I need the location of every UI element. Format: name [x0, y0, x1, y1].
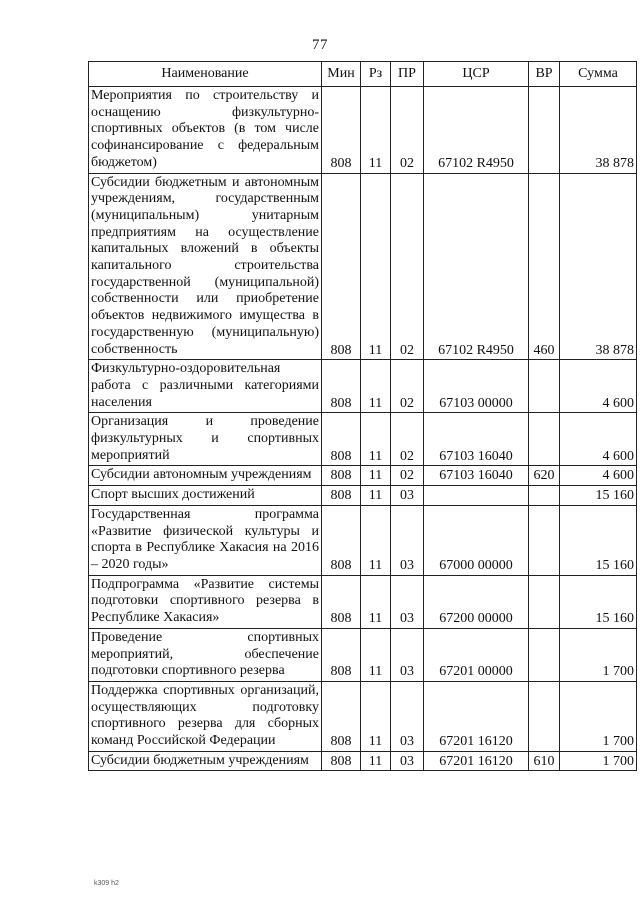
cell-sum: 38 878 [560, 173, 637, 360]
cell-sum: 15 160 [560, 575, 637, 628]
cell-name: Организация и проведение физкультурных и спортивных мероприятий [89, 413, 322, 466]
cell-vr [529, 360, 560, 413]
cell-vr: 610 [529, 751, 560, 771]
cell-min: 808 [322, 466, 361, 486]
cell-sum: 1 700 [560, 751, 637, 771]
cell-sum: 4 600 [560, 466, 637, 486]
cell-name: Субсидии бюджетным учреждениям [89, 751, 322, 771]
cell-min: 808 [322, 486, 361, 506]
header-sum: Сумма [560, 62, 637, 87]
cell-rz: 11 [361, 413, 391, 466]
cell-sum: 15 160 [560, 505, 637, 575]
cell-rz: 11 [361, 87, 391, 174]
cell-rz: 11 [361, 486, 391, 506]
cell-csr: 67201 00000 [424, 628, 529, 681]
table-row [89, 575, 637, 628]
cell-min: 808 [322, 575, 361, 628]
cell-name: Физкультурно-оздоровительная работа с различными категориями населения [89, 360, 322, 413]
cell-vr: 460 [529, 173, 560, 360]
cell-csr: 67200 00000 [424, 575, 529, 628]
cell-csr: 67000 00000 [424, 505, 529, 575]
cell-vr [529, 486, 560, 506]
cell-min: 808 [322, 413, 361, 466]
cell-csr: 67201 16120 [424, 681, 529, 751]
cell-sum: 1 700 [560, 681, 637, 751]
cell-name: Проведение спортивных мероприятий, обеспечение подготовки спортивного резерва [89, 628, 322, 681]
cell-min: 808 [322, 505, 361, 575]
cell-rz: 11 [361, 575, 391, 628]
cell-rz: 11 [361, 751, 391, 771]
table-row [89, 751, 637, 771]
cell-pr: 03 [391, 628, 424, 681]
cell-pr: 02 [391, 413, 424, 466]
table-row [89, 681, 637, 751]
cell-vr [529, 575, 560, 628]
table-row [89, 360, 637, 413]
cell-min: 808 [322, 173, 361, 360]
cell-csr: 67102 R4950 [424, 87, 529, 174]
cell-pr: 02 [391, 87, 424, 174]
cell-pr: 03 [391, 681, 424, 751]
cell-vr [529, 87, 560, 174]
cell-name: Подпрограмма «Развитие системы подготовки спортивного резерва в Республике Хакасия» [89, 575, 322, 628]
cell-pr: 03 [391, 505, 424, 575]
cell-csr [424, 486, 529, 506]
cell-rz: 11 [361, 505, 391, 575]
cell-name: Спорт высших достижений [89, 486, 322, 506]
cell-name: Субсидии бюджетным и автономным учреждениям, государственным (муниципальным) унитарным предприятиям на осуществление капитальных вложений в объекты капитального строительства государственной (муниципальной) собственности или приобретение объектов недвижимого имущества в государственную (муниципальную) собственность [89, 173, 322, 360]
table-header-row [89, 62, 637, 87]
cell-sum: 38 878 [560, 87, 637, 174]
cell-min: 808 [322, 360, 361, 413]
cell-pr: 02 [391, 466, 424, 486]
table-row [89, 87, 637, 174]
cell-csr: 67201 16120 [424, 751, 529, 771]
cell-min: 808 [322, 751, 361, 771]
page-number: 77 [312, 37, 328, 53]
cell-vr [529, 681, 560, 751]
cell-rz: 11 [361, 681, 391, 751]
cell-vr [529, 413, 560, 466]
header-name: Наименование [89, 62, 322, 87]
cell-rz: 11 [361, 466, 391, 486]
header-vr: ВР [529, 62, 560, 87]
table-row [89, 466, 637, 486]
cell-name: Государственная программа «Развитие физической культуры и спорта в Республике Хакасия на 2016 – 2020 годы» [89, 505, 322, 575]
cell-min: 808 [322, 681, 361, 751]
cell-pr: 02 [391, 173, 424, 360]
cell-vr [529, 628, 560, 681]
cell-sum: 15 160 [560, 486, 637, 506]
header-min: Мин [322, 62, 361, 87]
cell-name: Субсидии автономным учреждениям [89, 466, 322, 486]
cell-sum: 4 600 [560, 413, 637, 466]
cell-rz: 11 [361, 628, 391, 681]
cell-rz: 11 [361, 360, 391, 413]
cell-csr: 67102 R4950 [424, 173, 529, 360]
cell-csr: 67103 16040 [424, 466, 529, 486]
cell-name: Поддержка спортивных организаций, осуществляющих подготовку спортивного резерва для сборных команд Российской Федерации [89, 681, 322, 751]
cell-pr: 03 [391, 575, 424, 628]
cell-min: 808 [322, 628, 361, 681]
table-row [89, 413, 637, 466]
cell-vr: 620 [529, 466, 560, 486]
cell-sum: 1 700 [560, 628, 637, 681]
cell-csr: 67103 16040 [424, 413, 529, 466]
cell-min: 808 [322, 87, 361, 174]
budget-table [88, 61, 637, 771]
cell-rz: 11 [361, 173, 391, 360]
header-rz: Рз [361, 62, 391, 87]
footer-code: k309 h2 [94, 880, 119, 887]
table-row [89, 628, 637, 681]
table-row [89, 173, 637, 360]
cell-csr: 67103 00000 [424, 360, 529, 413]
cell-pr: 02 [391, 360, 424, 413]
cell-pr: 03 [391, 751, 424, 771]
header-csr: ЦСР [424, 62, 529, 87]
table-row [89, 486, 637, 506]
cell-pr: 03 [391, 486, 424, 506]
cell-name: Мероприятия по строительству и оснащению физкультурно-спортивных объектов (в том числе софинансирование с федеральным бюджетом) [89, 87, 322, 174]
cell-vr [529, 505, 560, 575]
cell-sum: 4 600 [560, 360, 637, 413]
header-pr: ПР [391, 62, 424, 87]
table-row [89, 505, 637, 575]
